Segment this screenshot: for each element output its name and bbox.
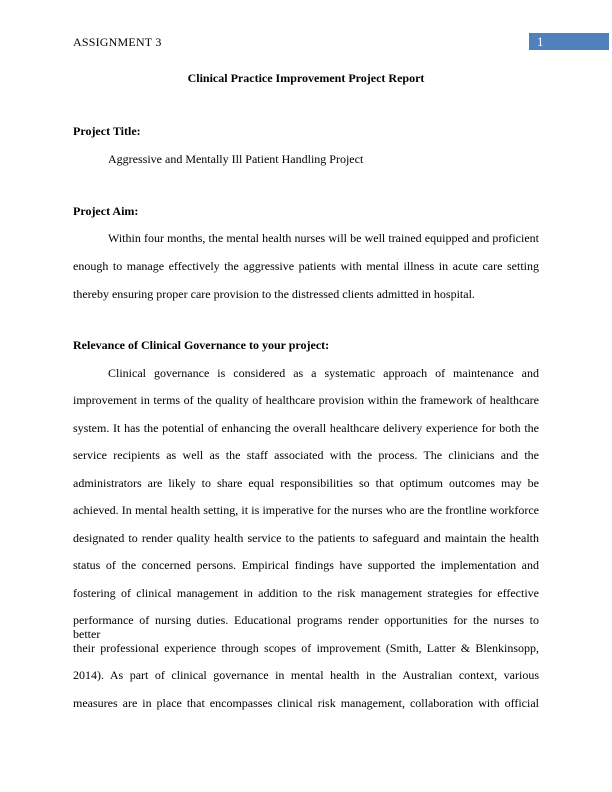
- relevance-line: achieved. In mental health setting, it is imperative for the nurses who are the frontline workforce: [73, 503, 539, 517]
- project-aim-line: Within four months, the mental health nurses will be well trained equipped and proficient: [108, 231, 539, 245]
- project-aim-line: enough to manage effectively the aggressive patients with mental illness in acute care setting: [73, 259, 539, 273]
- relevance-line: Clinical governance is considered as a systematic approach of maintenance and: [108, 366, 539, 380]
- relevance-heading: Relevance of Clinical Governance to your project:: [73, 338, 330, 352]
- relevance-line: improvement in terms of the quality of healthcare provision within the framework of healthcare: [73, 393, 539, 407]
- relevance-line: status of the concerned persons. Empirical findings have supported the implementation and: [73, 558, 539, 572]
- relevance-line: service recipients as well as the staff associated with the process. The clinicians and the: [73, 448, 539, 462]
- project-title-heading: Project Title:: [73, 124, 141, 138]
- page-number-box: [529, 33, 609, 50]
- relevance-line: 2014). As part of clinical governance in mental health in the Australian context, various: [73, 668, 539, 682]
- relevance-line: system. It has the potential of enhancing the overall healthcare delivery experience for both the: [73, 421, 539, 435]
- relevance-line: their professional experience through scopes of improvement (Smith, Latter & Blenkinsopp,: [73, 641, 539, 655]
- project-aim-line: thereby ensuring proper care provision to the distressed clients admitted in hospital.: [73, 287, 475, 301]
- relevance-line: measures are in place that encompasses clinical risk management, collaboration with official: [73, 696, 539, 710]
- relevance-line: administrators are likely to share equal responsibilities so that optimum outcomes may be: [73, 476, 539, 490]
- relevance-line: designated to render quality health service to the patients to safeguard and maintain the health: [73, 531, 539, 545]
- project-title-text: Aggressive and Mentally Ill Patient Handling Project: [108, 152, 364, 166]
- relevance-line: performance of nursing duties. Educational programs render opportunities for the nurses to better: [73, 613, 539, 641]
- page-number: 1: [537, 34, 544, 49]
- project-aim-heading: Project Aim:: [73, 204, 139, 218]
- document-title: Clinical Practice Improvement Project Report: [187, 71, 425, 85]
- relevance-line: fostering of clinical management in addition to the risk management strategies for effective: [73, 586, 539, 600]
- running-head: ASSIGNMENT 3: [73, 35, 162, 49]
